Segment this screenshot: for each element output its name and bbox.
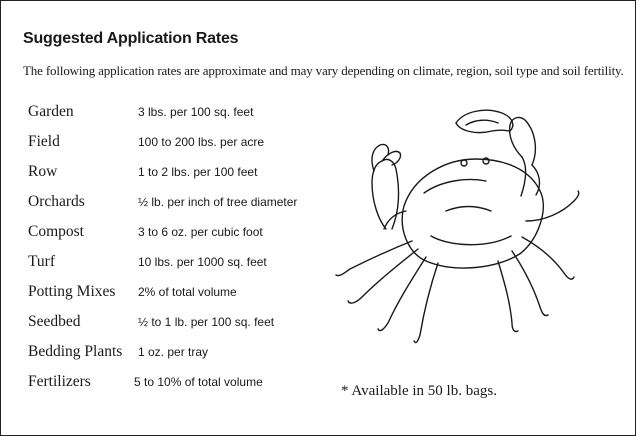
rate-use: Row [28, 163, 58, 180]
rate-use: Seedbed [28, 313, 81, 330]
rate-use: Field [28, 133, 60, 150]
rate-row-bedding-plants [28, 343, 328, 367]
rate-use: Garden [28, 103, 74, 120]
rate-value: 1 oz. per tray [138, 345, 209, 359]
rate-use: Bedding Plants [28, 343, 123, 360]
rate-value: ½ lb. per inch of tree diameter [138, 195, 298, 209]
rate-row-potting-mixes [28, 283, 328, 307]
rate-row-row [28, 163, 328, 187]
rate-value: 1 to 2 lbs. per 100 feet [138, 165, 258, 179]
rate-row-orchards [28, 193, 328, 217]
rate-use: Turf [28, 253, 55, 270]
rate-row-turf [28, 253, 328, 277]
page-title: Suggested Application Rates [23, 30, 239, 47]
rate-use: Orchards [28, 193, 85, 210]
rate-value: 3 to 6 oz. per cubic foot [138, 225, 263, 239]
rate-use: Compost [28, 223, 84, 240]
rate-row-compost [28, 223, 328, 247]
rate-value: 5 to 10% of total volume [134, 375, 263, 389]
intro-text: The following application rates are approximate and may vary depending on climate, region, soil type and soil fertility. [23, 63, 624, 78]
rate-row-garden [28, 103, 328, 127]
rate-value: 2% of total volume [138, 285, 237, 299]
rate-value: 100 to 200 lbs. per acre [138, 135, 265, 149]
rate-value: ½ to 1 lb. per 100 sq. feet [138, 315, 275, 329]
footnote: * Available in 50 lb. bags. [341, 383, 497, 399]
rate-value: 10 lbs. per 1000 sq. feet [138, 255, 267, 269]
rate-value: 3 lbs. per 100 sq. feet [138, 105, 254, 119]
rate-row-fertilizers [28, 373, 328, 397]
crab-illustration-icon [326, 101, 586, 361]
rate-row-seedbed [28, 313, 328, 337]
rate-use: Potting Mixes [28, 283, 116, 300]
rate-row-field [28, 133, 328, 157]
rate-use: Fertilizers [28, 373, 91, 390]
